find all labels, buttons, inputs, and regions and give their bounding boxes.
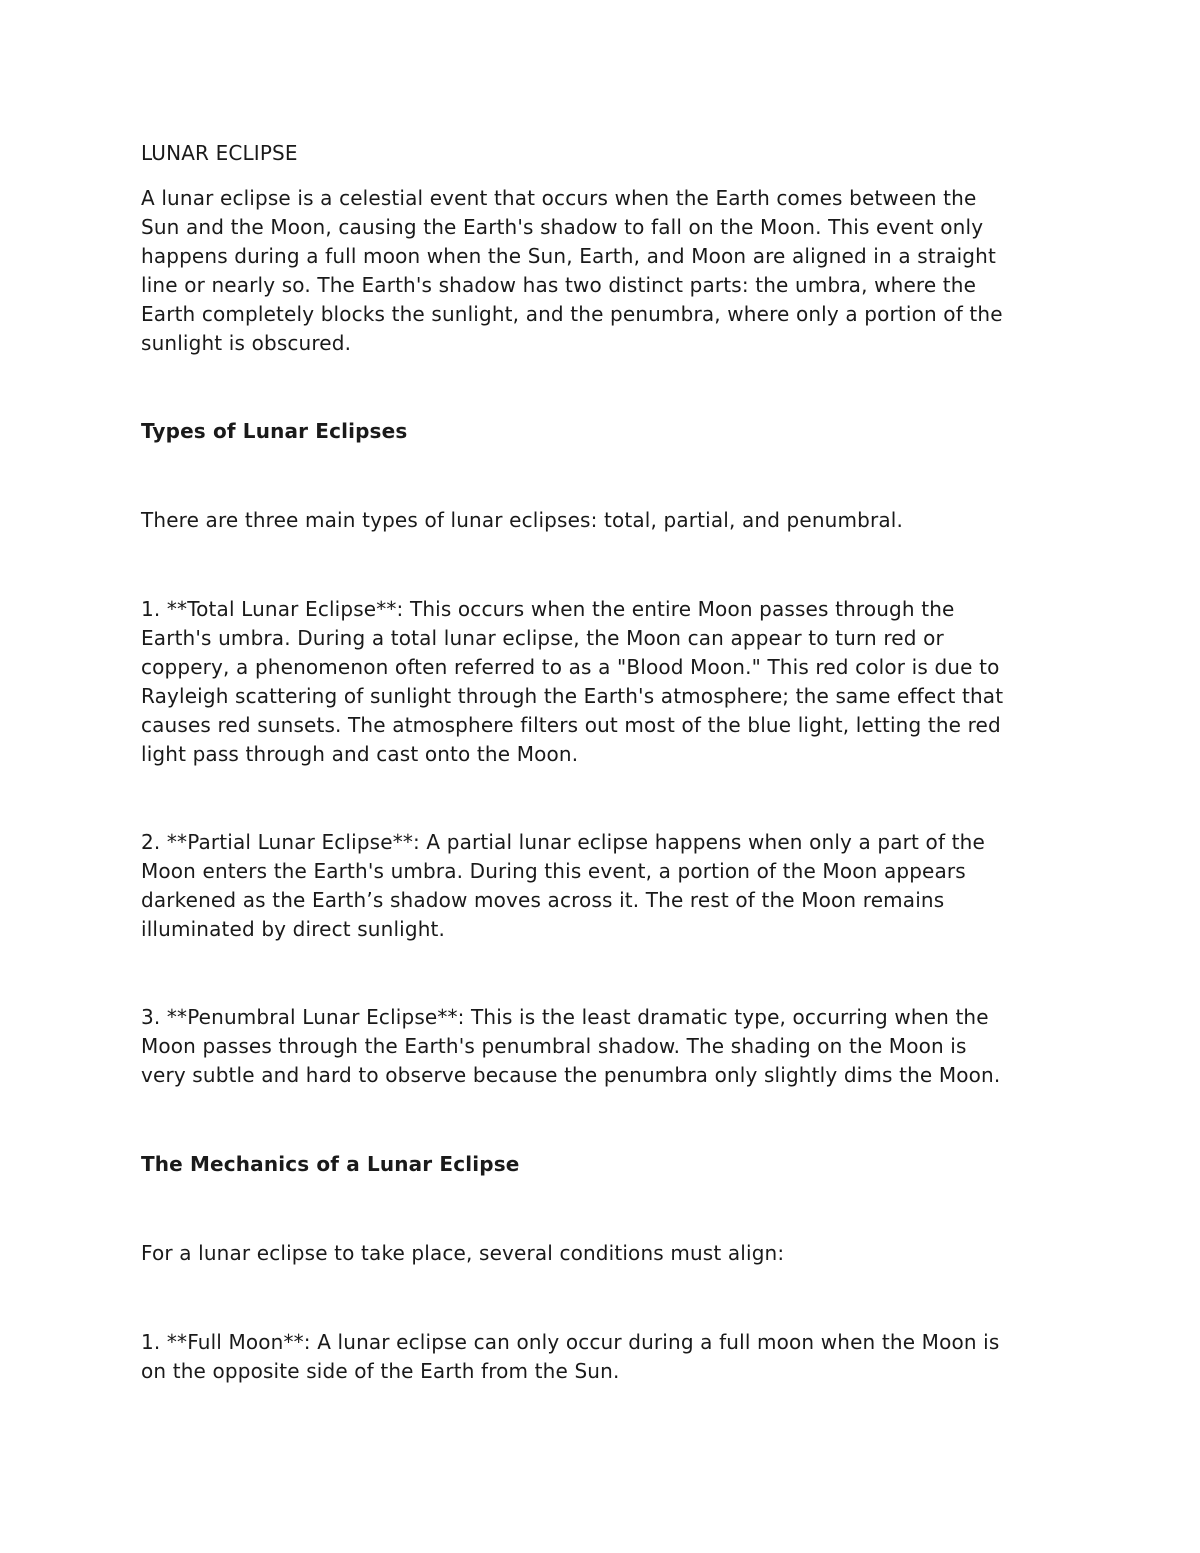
text-line: darkened as the Earth’s shadow moves across it. The rest of the Moon remains bbox=[141, 888, 945, 912]
mechanics-intro: For a lunar eclipse to take place, several conditions must align: bbox=[141, 1241, 785, 1265]
intro-paragraph bbox=[141, 184, 1071, 358]
text-line: Moon passes through the Earth's penumbral shadow. The shading on the Moon is bbox=[141, 1034, 967, 1058]
text-line: illuminated by direct sunlight. bbox=[141, 917, 446, 941]
text-line: line or nearly so. The Earth's shadow has two distinct parts: the umbra, where the bbox=[141, 273, 977, 297]
text-line: 3. **Penumbral Lunar Eclipse**: This is the least dramatic type, occurring when the bbox=[141, 1005, 989, 1029]
types-heading: Types of Lunar Eclipses bbox=[141, 419, 408, 443]
penumbral-eclipse-paragraph bbox=[141, 1003, 1071, 1090]
text-line: Moon enters the Earth's umbra. During this event, a portion of the Moon appears bbox=[141, 859, 966, 883]
text-line: Earth's umbra. During a total lunar eclipse, the Moon can appear to turn red or bbox=[141, 626, 944, 650]
full-moon-paragraph bbox=[141, 1328, 1071, 1386]
types-intro: There are three main types of lunar eclipses: total, partial, and penumbral. bbox=[141, 508, 903, 532]
text-line: Sun and the Moon, causing the Earth's shadow to fall on the Moon. This event only bbox=[141, 215, 984, 239]
total-eclipse-paragraph bbox=[141, 595, 1071, 769]
partial-eclipse-paragraph bbox=[141, 828, 1071, 944]
text-line: causes red sunsets. The atmosphere filters out most of the blue light, letting the red bbox=[141, 713, 1001, 737]
mechanics-heading: The Mechanics of a Lunar Eclipse bbox=[141, 1152, 520, 1176]
text-line: Rayleigh scattering of sunlight through the Earth's atmosphere; the same effect that bbox=[141, 684, 1004, 708]
text-line: coppery, a phenomenon often referred to as a "Blood Moon." This red color is due to bbox=[141, 655, 1000, 679]
text-line: light pass through and cast onto the Moon. bbox=[141, 742, 579, 766]
text-line: sunlight is obscured. bbox=[141, 331, 352, 355]
page-title: LUNAR ECLIPSE bbox=[141, 141, 298, 165]
text-line: happens during a full moon when the Sun, Earth, and Moon are aligned in a straight bbox=[141, 244, 996, 268]
text-line: 1. **Full Moon**: A lunar eclipse can only occur during a full moon when the Moon is bbox=[141, 1330, 1000, 1354]
text-line: on the opposite side of the Earth from the Sun. bbox=[141, 1359, 620, 1383]
text-line: A lunar eclipse is a celestial event that occurs when the Earth comes between the bbox=[141, 186, 977, 210]
text-line: 2. **Partial Lunar Eclipse**: A partial lunar eclipse happens when only a part of the bbox=[141, 830, 985, 854]
text-line: Earth completely blocks the sunlight, and the penumbra, where only a portion of the bbox=[141, 302, 1003, 326]
text-line: very subtle and hard to observe because the penumbra only slightly dims the Moon. bbox=[141, 1063, 1001, 1087]
text-line: 1. **Total Lunar Eclipse**: This occurs when the entire Moon passes through the bbox=[141, 597, 955, 621]
